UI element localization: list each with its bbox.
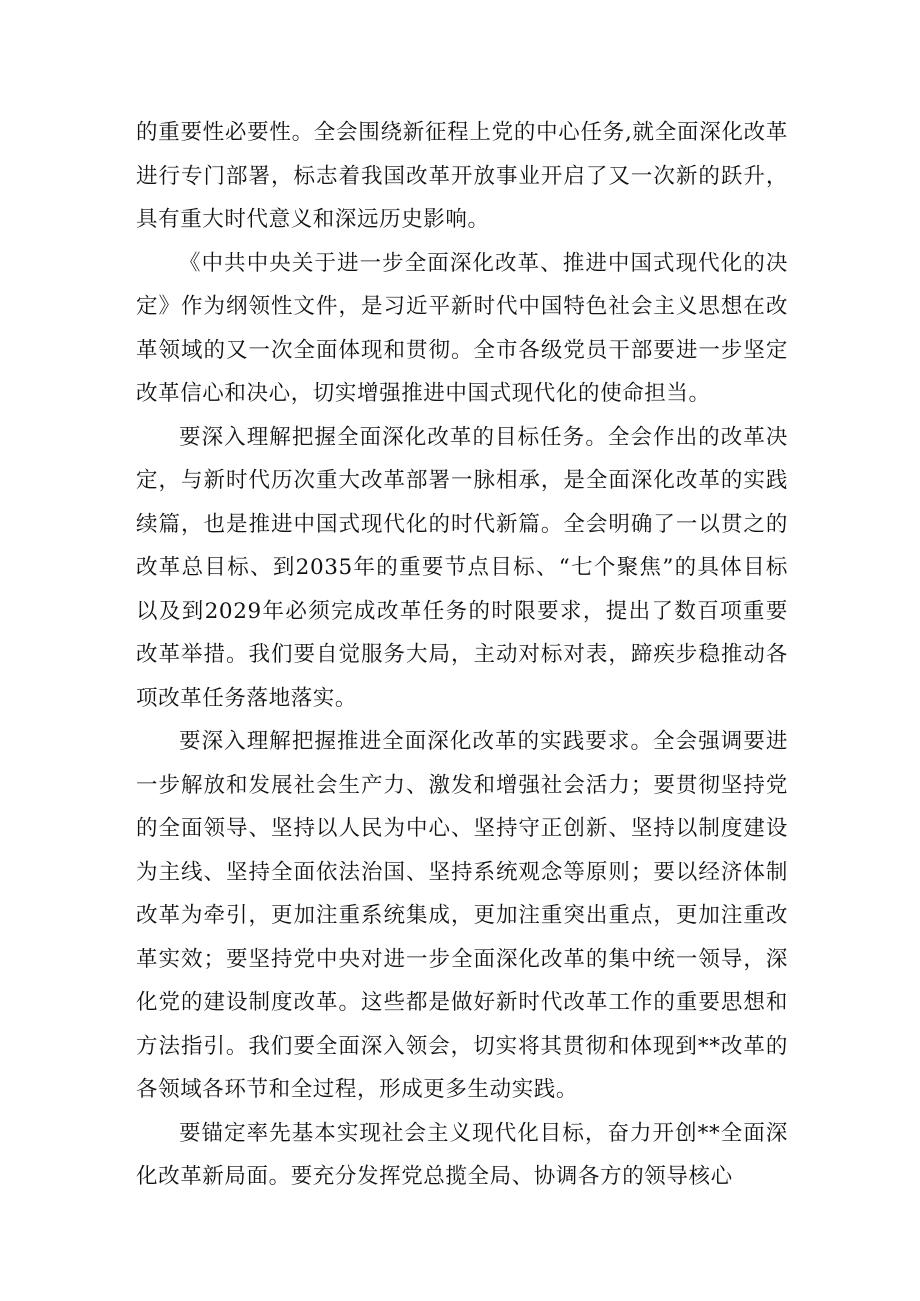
paragraph-modernization-goal: 要锚定率先基本实现社会主义现代化目标，奋力开创**全面深化改革新局面。要充分发挥党总揽全局、协调各方的领导核心 (136, 1120, 788, 1189)
document-body (136, 111, 788, 1199)
paragraph-decision-document: 《中共中央关于进一步全面深化改革、推进中国式现代化的决定》作为纲领性文件，是习近平新时代中国特色社会主义思想在改革领域的又一次全面体现和贯彻。全市各级党员干部要进一步坚定改革信心和决心，切实增强推进中国式现代化的使命担当。 (136, 250, 788, 406)
paragraph-practice-requirements: 要深入理解把握推进全面深化改革的实践要求。全会强调要进一步解放和发展社会生产力、激发和增强社会活力；要贯彻坚持党的全面领导、坚持以人民为中心、坚持守正创新、坚持以制度建设为主线、坚持全面依法治国、坚持系统观念等原则；要以经济体制改革为牵引，更加注重系统集成，更加注重突出重点，更加注重改革实效；要坚持党中央对进一步全面深化改革的集中统一领导，深化党的建设制度改革。这些都是做好新时代改革工作的重要思想和方法指引。我们要全面深入领会，切实将其贯彻和体现到**改革的各领域各环节和全过程，形成更多生动实践。 (136, 729, 788, 1102)
paragraph-continuation: 的重要性必要性。全会围绕新征程上党的中心任务,就全面深化改革进行专门部署，标志着我国改革开放事业开启了又一次新的跃升，具有重大时代意义和深远历史影响。 (136, 120, 788, 232)
paragraph-goals-tasks: 要深入理解把握全面深化改革的目标任务。全会作出的改革决定，与新时代历次重大改革部署一脉相承，是全面深化改革的实践续篇，也是推进中国式现代化的时代新篇。全会明确了一以贯之的改革总目标、到2035年的重要节点目标、“七个聚焦”的具体目标以及到2029年必须完成改革任务的时限要求，提出了数百项重要改革举措。我们要自觉服务大局，主动对标对表，蹄疾步稳推动各项改革任务落地落实。 (136, 424, 788, 711)
